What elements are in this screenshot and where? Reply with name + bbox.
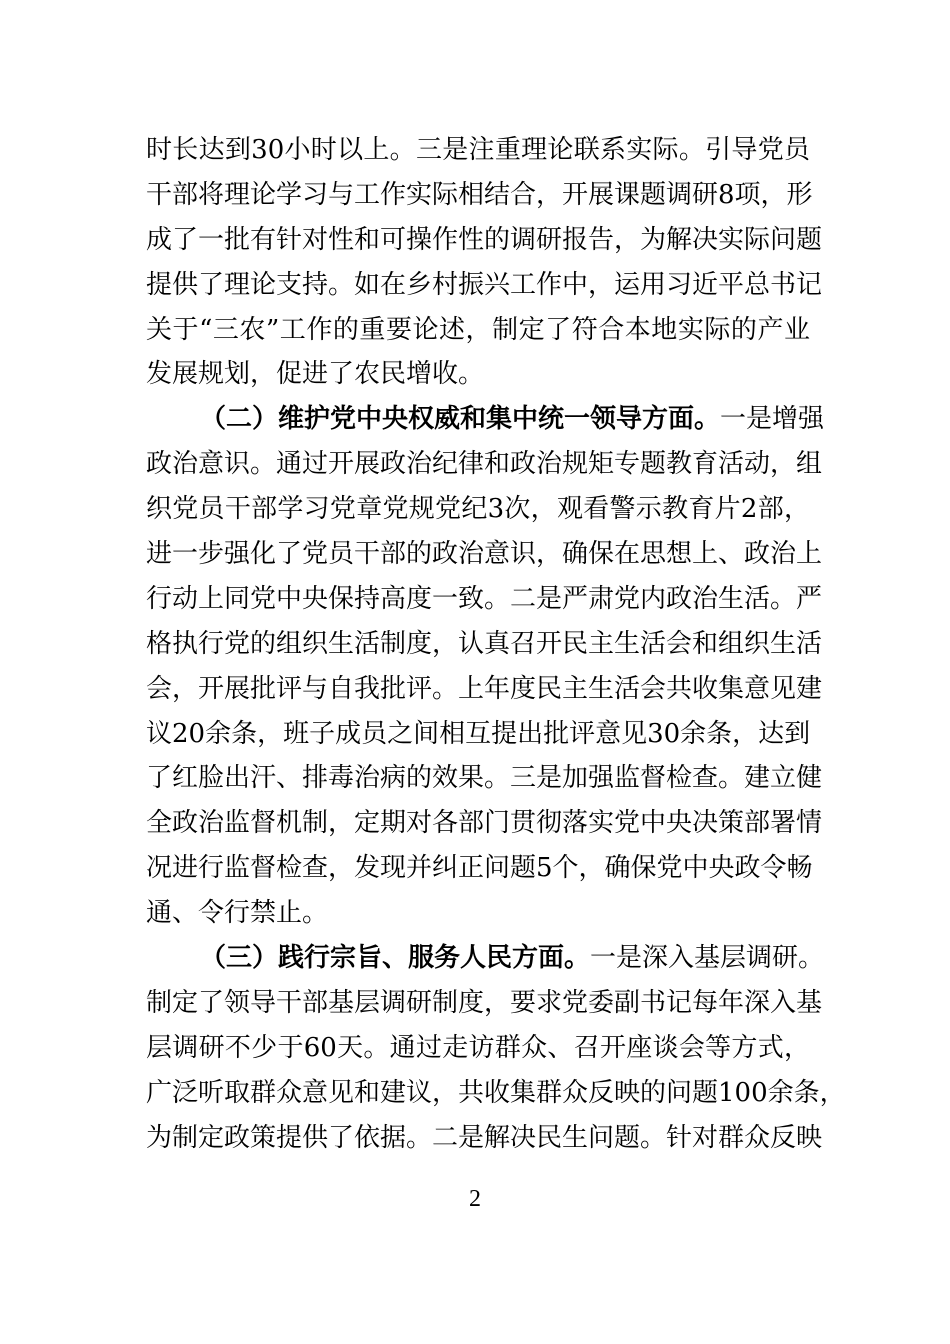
section-heading-line: （三）践行宗旨、服务人民方面。一是深入基层调研。	[200, 943, 825, 974]
text-line: 提供了理论支持。如在乡村振兴工作中，运用习近平总书记	[146, 269, 823, 300]
text-line: 制定了领导干部基层调研制度，要求党委副书记每年深入基	[146, 987, 823, 1018]
page-number: 2	[469, 1186, 481, 1212]
section-heading: （三）践行宗旨、服务人民方面。	[200, 943, 591, 974]
text-line: 时长达到30小时以上。三是注重理论联系实际。引导党员	[146, 135, 810, 165]
text-line: 关于“三农”工作的重要论述，制定了符合本地实际的产业	[146, 314, 810, 345]
text-line: 会，开展批评与自我批评。上年度民主生活会共收集意见建	[146, 673, 823, 704]
body-text	[146, 128, 846, 1160]
text-line: 全政治监督机制，定期对各部门贯彻落实党中央决策部署情	[146, 808, 823, 839]
text-line: 为制定政策提供了依据。二是解决民生问题。针对群众反映	[146, 1122, 823, 1153]
text-line: 议20余条，班子成员之间相互提出批评意见30余条，达到	[146, 718, 811, 749]
text-line: 发展规划，促进了农民增收。	[146, 359, 485, 390]
text-line: 了红脸出汗、排毒治病的效果。三是加强监督检查。建立健	[146, 763, 823, 794]
text-line: 层调研不少于60天。通过走访群众、召开座谈会等方式，	[146, 1032, 810, 1063]
text-line: 干部将理论学习与工作实际相结合，开展课题调研8项，形	[146, 179, 813, 210]
text-line: 织党员干部学习党章党规党纪3次，观看警示教育片2部，	[146, 494, 810, 525]
text-line: 格执行党的组织生活制度，认真召开民主生活会和组织生活	[146, 628, 823, 659]
text-line: 通、令行禁止。	[146, 898, 329, 929]
text-line: 况进行监督检查，发现并纠正问题5个，确保党中央政令畅	[146, 853, 813, 884]
section-heading: （二）维护党中央权威和集中统一领导方面。	[200, 404, 721, 435]
text-line: 成了一批有针对性和可操作性的调研报告，为解决实际问题	[146, 224, 823, 255]
text-line: 进一步强化了党员干部的政治意识，确保在思想上、政治上	[146, 539, 823, 570]
text-line: 广泛听取群众意见和建议，共收集群众反映的问题100余条，	[146, 1077, 846, 1108]
text-line: 行动上同党中央保持高度一致。二是严肃党内政治生活。严	[146, 583, 823, 614]
text-line: 政治意识。通过开展政治纪律和政治规矩专题教育活动，组	[146, 449, 823, 480]
section-heading-line: （二）维护党中央权威和集中统一领导方面。一是增强	[200, 404, 825, 435]
